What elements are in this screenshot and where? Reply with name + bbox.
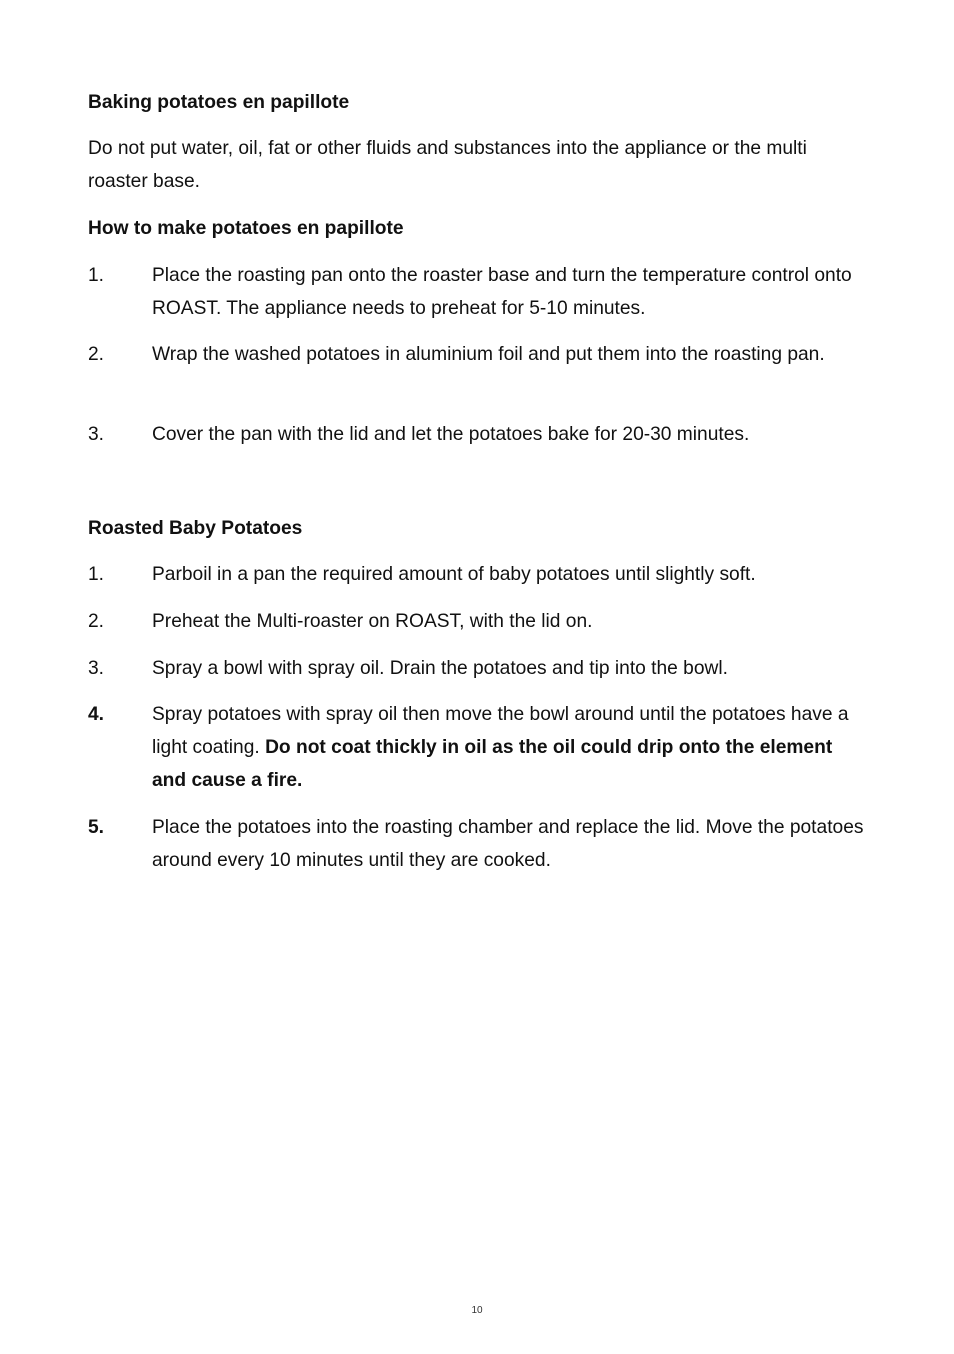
step-text: Preheat the Multi-roaster on ROAST, with the lid on. <box>152 611 593 632</box>
step-text: Place the roasting pan onto the roaster base and turn the temperature control onto ROAST. The appliance needs to preheat for 5-10 minutes. <box>152 265 852 319</box>
step-number: 2. <box>88 344 105 365</box>
page-number: 10 <box>471 1305 483 1316</box>
section-heading-how-to-make: How to make potatoes en papillote <box>88 218 404 239</box>
step-text <box>152 698 864 797</box>
step-text: Wrap the washed potatoes in aluminium foil and put them into the roasting pan. <box>152 344 825 365</box>
step-number: 3. <box>88 424 105 445</box>
step-text: Cover the pan with the lid and let the potatoes bake for 20-30 minutes. <box>152 424 750 445</box>
step-warning-bold: Do not coat thickly in oil as the oil could drip onto the element and cause a fire. <box>152 737 833 791</box>
step-number: 2. <box>88 611 105 632</box>
step-number: 1. <box>88 265 105 286</box>
step-text: Place the potatoes into the roasting chamber and replace the lid. Move the potatoes around every 10 minutes until they are cooked. <box>152 817 864 871</box>
step-text: Spray a bowl with spray oil. Drain the potatoes and tip into the bowl. <box>152 658 728 679</box>
section-heading-roasted-baby-potatoes: Roasted Baby Potatoes <box>88 518 303 539</box>
step-number: 5. <box>88 817 105 838</box>
step-number: 1. <box>88 564 105 585</box>
step-text-regular: Spray potatoes with spray oil then move the bowl around until the potatoes have a light coating. <box>152 704 849 758</box>
step-number: 4. <box>88 704 105 725</box>
step-text: Parboil in a pan the required amount of baby potatoes until slightly soft. <box>152 564 756 585</box>
step-number: 3. <box>88 658 105 679</box>
warning-paragraph: Do not put water, oil, fat or other fluids and substances into the appliance or the multi roaster base. <box>88 138 807 192</box>
section-heading-baking-papillote: Baking potatoes en papillote <box>88 92 350 113</box>
